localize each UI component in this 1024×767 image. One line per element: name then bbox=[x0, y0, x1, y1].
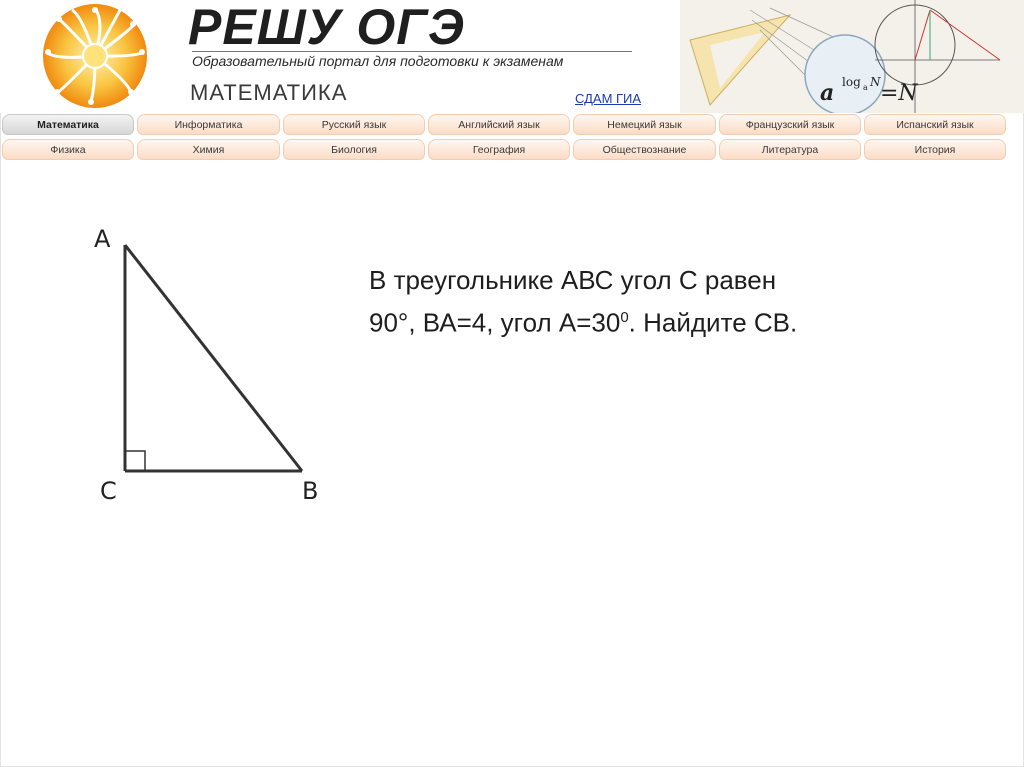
formula-base: a bbox=[820, 80, 835, 106]
tab-spanish[interactable]: Испанский язык bbox=[864, 114, 1006, 135]
problem-line-2-post: . Найдите СВ. bbox=[628, 307, 798, 338]
site-header bbox=[0, 0, 1024, 113]
subject-title: МАТЕМАТИКА bbox=[190, 80, 348, 105]
formula-sub: a bbox=[863, 83, 868, 92]
vertex-b-label: B bbox=[302, 477, 319, 505]
tab-biology[interactable]: Биология bbox=[283, 139, 425, 160]
math-tools-decoration bbox=[680, 0, 1024, 113]
subject-tabs bbox=[0, 114, 1024, 162]
site-title[interactable]: РЕШУ ОГЭ bbox=[188, 0, 465, 55]
formula-log: log bbox=[842, 75, 861, 89]
vertex-a-label: A bbox=[94, 225, 111, 253]
tab-mathematics[interactable]: Математика bbox=[2, 114, 134, 135]
sun-logo-icon[interactable] bbox=[40, 2, 150, 110]
tab-row-1 bbox=[0, 114, 1024, 136]
side-ab bbox=[125, 245, 302, 471]
tab-history[interactable]: История bbox=[864, 139, 1006, 160]
tab-french[interactable]: Французский язык bbox=[719, 114, 861, 135]
tab-literature[interactable]: Литература bbox=[719, 139, 861, 160]
right-angle-mark bbox=[125, 451, 145, 471]
problem-text bbox=[369, 262, 969, 342]
problem-line-2-pre: 90°, ВА=4, угол А=30 bbox=[369, 307, 621, 338]
sdam-gia-link[interactable]: СДАМ ГИА bbox=[575, 91, 642, 106]
problem-line-2 bbox=[369, 299, 969, 342]
vertex-c-label: C bbox=[100, 477, 117, 505]
problem-line-1: В треугольнике АВС угол С равен bbox=[369, 265, 777, 295]
tab-english[interactable]: Английский язык bbox=[428, 114, 570, 135]
degree-superscript: 0 bbox=[620, 309, 629, 326]
tab-chemistry[interactable]: Химия bbox=[137, 139, 280, 160]
formula-eq: =N bbox=[880, 81, 918, 106]
formula-n: N bbox=[870, 75, 881, 89]
tab-german[interactable]: Немецкий язык bbox=[573, 114, 716, 135]
tab-row-2 bbox=[0, 139, 1024, 161]
tab-informatics[interactable]: Информатика bbox=[137, 114, 280, 135]
tab-geography[interactable]: География bbox=[428, 139, 570, 160]
tab-social-studies[interactable]: Обществознание bbox=[573, 139, 716, 160]
triangle-figure bbox=[80, 215, 350, 515]
tab-physics[interactable]: Физика bbox=[2, 139, 134, 160]
tab-russian[interactable]: Русский язык bbox=[283, 114, 425, 135]
site-subtitle: Образовательный портал для подготовки к экзаменам bbox=[192, 51, 632, 69]
